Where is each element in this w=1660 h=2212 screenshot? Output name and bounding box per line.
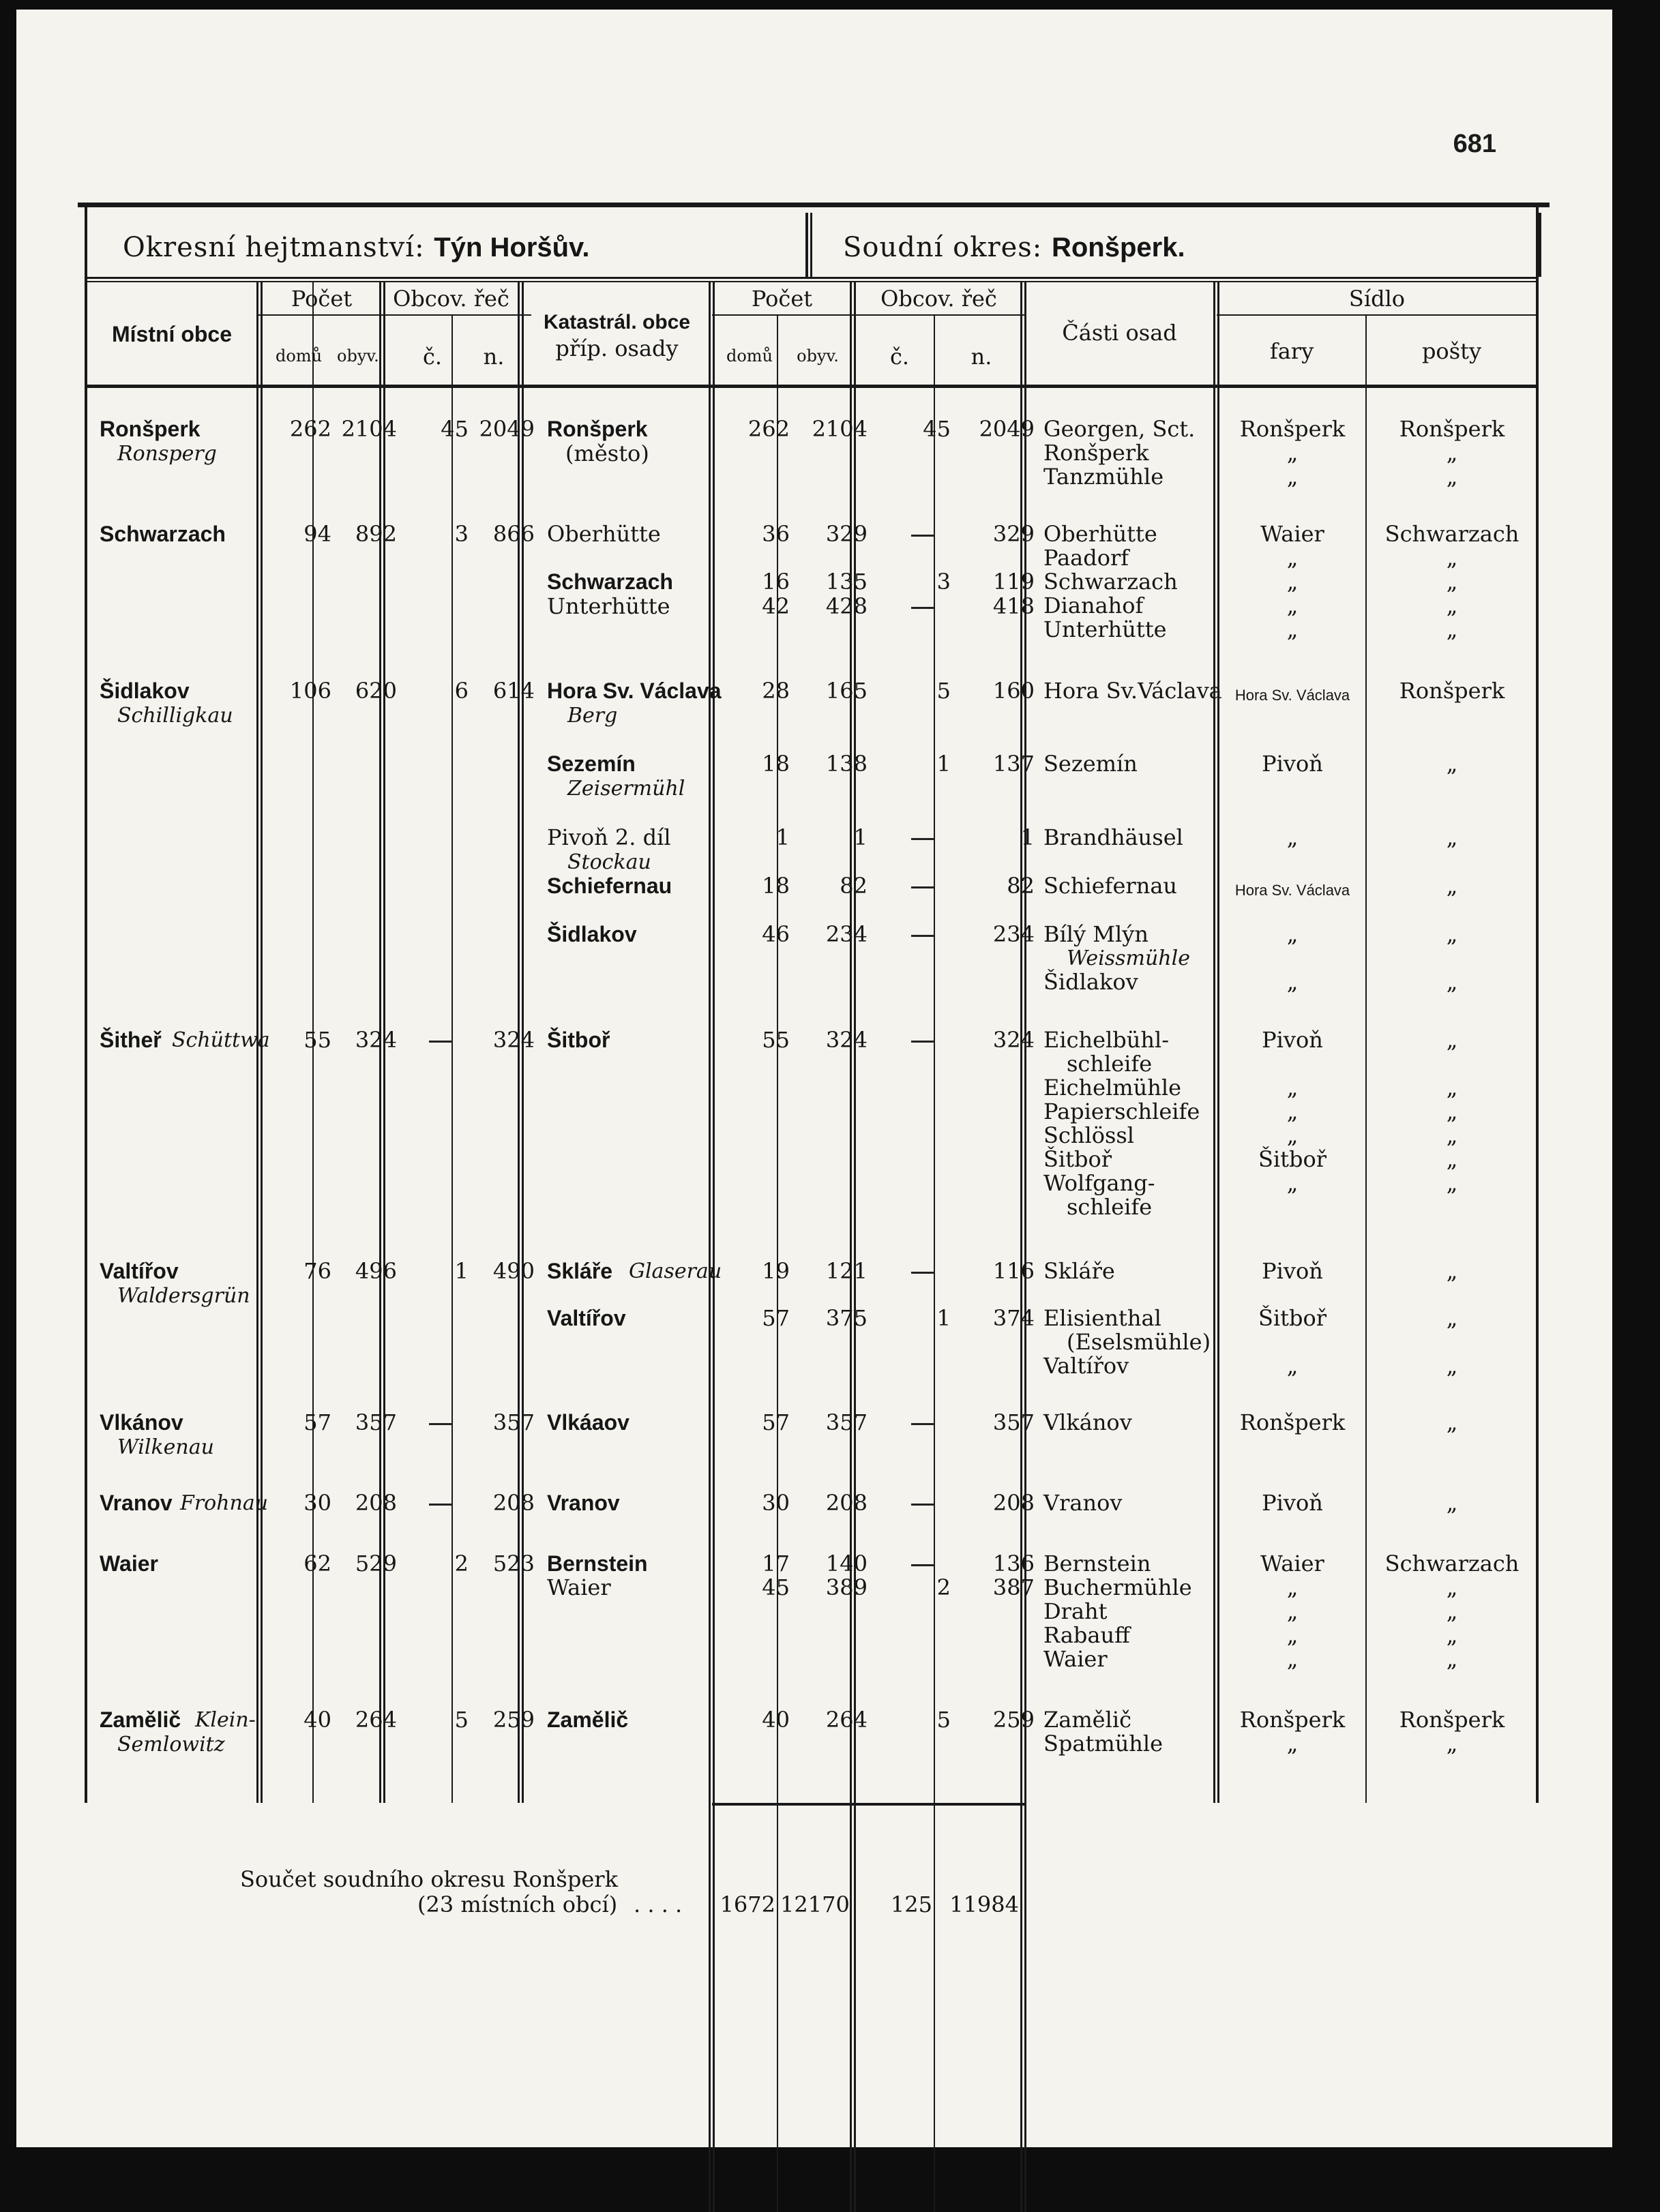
post-office: „: [1446, 1146, 1458, 1172]
cadastral-n: 137: [992, 751, 1035, 777]
cadastral-domu: 46: [762, 921, 790, 947]
municipality-name-de: Klein-: [195, 1708, 256, 1732]
settlement-part: Oberhütte: [1043, 521, 1157, 547]
cadastral-c-dash: [911, 1041, 934, 1043]
cadastral-obyv: 234: [825, 921, 868, 947]
settlement-part: Spatmühle: [1043, 1731, 1164, 1757]
municipality-n: 357: [492, 1409, 535, 1435]
municipality-domu: 57: [303, 1409, 331, 1435]
cadastral-c: 5: [936, 1707, 951, 1733]
settlement-part: Dianahof: [1043, 593, 1144, 618]
municipality-name: Valtířov: [100, 1259, 179, 1283]
cadastral-name: Schwarzach: [547, 569, 673, 594]
cadastral-domu: 36: [762, 521, 790, 547]
settlement-part: Tanzmühle: [1043, 464, 1164, 490]
municipality-c: 2: [454, 1551, 469, 1576]
municipality-n: 324: [492, 1027, 535, 1053]
municipality-n: 523: [492, 1551, 535, 1576]
settlement-part: Šidlakov: [1043, 969, 1138, 995]
cadastral-sub: Glaserau: [629, 1259, 722, 1283]
settlement-part: Schiefernau: [1043, 873, 1177, 899]
parish-seat: Pivoň: [1262, 1027, 1323, 1053]
district-header: [123, 232, 589, 263]
settlement-part: Rabauff: [1043, 1622, 1130, 1648]
cadastral-domu: 18: [762, 873, 790, 899]
col-c-2: č.: [889, 344, 910, 370]
cadastral-domu: 57: [762, 1305, 790, 1331]
municipality-name-de: Schüttwa: [172, 1028, 270, 1052]
cadastral-c: 45: [923, 416, 951, 442]
col-casti-osad: Části osad: [1062, 320, 1177, 346]
cadastral-obyv: 357: [825, 1409, 868, 1435]
col-obcov-rec: Obcov. řeč: [393, 286, 509, 312]
cadastral-c: 2: [936, 1574, 951, 1600]
vrule: [1217, 282, 1219, 1803]
cadastral-domu: 57: [762, 1409, 790, 1435]
municipality-obyv: 264: [355, 1707, 397, 1733]
cadastral-name: Schiefernau: [547, 873, 672, 898]
municipality-obyv: 324: [355, 1027, 397, 1053]
municipality-name: Vlkánov: [100, 1410, 183, 1435]
cadastral-domu: 16: [762, 569, 790, 595]
col-fary: fary: [1269, 338, 1314, 364]
cadastral-obyv: 165: [825, 678, 868, 704]
header-divider: [805, 213, 812, 277]
settlement-part: Bílý Mlýn: [1043, 921, 1148, 947]
cadastral-obyv: 82: [840, 873, 868, 899]
post-office: „: [1446, 1490, 1458, 1516]
parish-seat: „: [1286, 545, 1299, 571]
cadastral-n: 387: [992, 1574, 1035, 1600]
cadastral-obyv: 2104: [812, 416, 868, 442]
post-office: „: [1446, 569, 1458, 595]
cadastral-n: 259: [992, 1707, 1035, 1733]
parish-seat: Pivoň: [1262, 751, 1323, 777]
cadastral-sub: (město): [565, 440, 649, 466]
settlement-part: Schlössl: [1043, 1122, 1135, 1148]
post-office: „: [1446, 751, 1458, 777]
municipality-name-de: Waldersgrün: [117, 1284, 250, 1308]
vrule: [934, 315, 935, 2212]
col-posty: pošty: [1421, 338, 1482, 364]
cadastral-name: Šidlakov: [547, 922, 637, 946]
cadastral-domu: 17: [762, 1551, 790, 1576]
parish-seat: Hora Sv. Václava: [1234, 882, 1350, 899]
post-office: „: [1446, 1305, 1458, 1331]
parish-seat: „: [1286, 1353, 1299, 1379]
settlement-part: Eichelbühl-: [1043, 1027, 1170, 1053]
settlement-part: Skláře: [1043, 1258, 1115, 1284]
municipality-name-de: Wilkenau: [117, 1435, 214, 1459]
cadastral-domu: 45: [762, 1574, 790, 1600]
municipality-n: 490: [492, 1258, 535, 1284]
settlement-part: (Eselsmühle): [1067, 1329, 1211, 1355]
municipality-name: Ronšperk: [100, 417, 201, 441]
total-dots: . . . .: [634, 1892, 683, 1917]
settlement-part: Elisienthal: [1043, 1305, 1161, 1331]
settlement-part: Georgen, Sct.: [1043, 416, 1196, 442]
cadastral-n: 234: [992, 921, 1035, 947]
col-sidlo: Sídlo: [1348, 286, 1406, 312]
col-domu-2: domů: [726, 346, 773, 365]
municipality-domu: 40: [303, 1707, 331, 1733]
cadastral-domu: 40: [762, 1707, 790, 1733]
cadastral-name: Oberhütte: [547, 521, 661, 547]
col-mistni-obce: Místní obce: [111, 322, 232, 346]
cadastral-obyv: 140: [825, 1551, 868, 1576]
municipality-obyv: 892: [355, 521, 397, 547]
settlement-part: Wolfgang-: [1043, 1170, 1155, 1196]
cadastral-domu: 55: [762, 1027, 790, 1053]
municipality-obyv: 496: [355, 1258, 397, 1284]
cadastral-c: 1: [936, 1305, 951, 1331]
cadastral-name: Vranov: [547, 1491, 620, 1515]
cadastral-obyv: 428: [825, 593, 868, 619]
cadastral-n: 324: [992, 1027, 1035, 1053]
post-office: „: [1446, 440, 1458, 466]
cadastral-n: 374: [992, 1305, 1035, 1331]
cadastral-sub: Zeisermühl: [567, 777, 685, 801]
municipality-c-dash: [429, 1504, 452, 1506]
settlement-part: Brandhäusel: [1043, 824, 1183, 850]
municipality-domu: 262: [289, 416, 331, 442]
settlement-part: Waier: [1043, 1646, 1108, 1672]
cadastral-c-dash: [911, 935, 934, 937]
post-office: „: [1446, 593, 1458, 618]
parish-seat: „: [1286, 1098, 1299, 1124]
cadastral-c-dash: [911, 1564, 934, 1566]
cadastral-c-dash: [911, 886, 934, 888]
municipality-name: Šidlakov: [100, 678, 190, 703]
post-office: „: [1446, 616, 1458, 642]
vrule: [1213, 282, 1215, 1803]
cadastral-domu: 262: [747, 416, 790, 442]
municipality-c: 5: [454, 1707, 469, 1733]
cadastral-c: 5: [936, 678, 951, 704]
municipality-n: 866: [492, 521, 535, 547]
post-office: „: [1446, 1598, 1458, 1624]
cadastral-n: 2049: [979, 416, 1035, 442]
post-office: „: [1446, 1258, 1458, 1284]
cadastral-obyv: 389: [825, 1574, 868, 1600]
cadastral-n: 160: [992, 678, 1035, 704]
cadastral-n: 357: [992, 1409, 1035, 1435]
vrule-right: [1536, 207, 1539, 1803]
court-name: Ronšperk.: [1051, 233, 1185, 263]
parish-seat: Waier: [1260, 1551, 1324, 1576]
header-bottom-rule: [85, 385, 1539, 388]
col-katastral-2: příp. osady: [555, 335, 679, 361]
subhead-rule-3: [1217, 314, 1537, 316]
col-n-2: n.: [970, 344, 992, 370]
cadastral-obyv: 208: [825, 1490, 868, 1516]
cadastral-c-dash: [911, 535, 934, 537]
municipality-domu: 62: [303, 1551, 331, 1576]
settlement-part: Ronšperk: [1043, 440, 1149, 466]
municipality-obyv: 2104: [341, 416, 397, 442]
municipality-c-dash: [429, 1041, 452, 1043]
post-office: „: [1446, 1646, 1458, 1672]
post-office: „: [1446, 1574, 1458, 1600]
header-rule: [78, 203, 1550, 207]
post-office: „: [1446, 1122, 1458, 1148]
municipality-c: 6: [454, 678, 469, 704]
municipality-c: 45: [441, 416, 469, 442]
municipality-domu: 106: [289, 678, 331, 704]
parish-seat: „: [1286, 440, 1299, 466]
vrule-left: [85, 207, 87, 1803]
settlement-part: Šitboř: [1043, 1146, 1112, 1172]
cadastral-name: Skláře: [547, 1259, 613, 1283]
district-name: Týn Horšův.: [434, 233, 590, 263]
settlement-part: Weissmühle: [1067, 946, 1190, 970]
municipality-domu: 76: [303, 1258, 331, 1284]
parish-seat: „: [1286, 1731, 1299, 1757]
municipality-obyv: 529: [355, 1551, 397, 1576]
cadastral-obyv: 1: [853, 824, 868, 850]
cadastral-n: 136: [992, 1551, 1035, 1576]
parish-seat: „: [1286, 616, 1299, 642]
cadastral-name: Vlkáaov: [547, 1410, 629, 1435]
settlement-part: Vlkánov: [1043, 1409, 1132, 1435]
cadastral-obyv: 138: [825, 751, 868, 777]
col-pocet-2: Počet: [751, 286, 813, 312]
municipality-name: Waier: [100, 1551, 158, 1576]
municipality-name-de-2: Semlowitz: [117, 1733, 225, 1757]
post-office: Ronšperk: [1399, 416, 1505, 442]
cadastral-obyv: 375: [825, 1305, 868, 1331]
parish-seat: „: [1286, 1598, 1299, 1624]
total-n: 11984: [949, 1892, 1019, 1917]
col-obcov-rec-2: Obcov. řeč: [880, 286, 997, 312]
col-katastral-1: Katastrál. obce: [543, 311, 691, 333]
col-obyv: obyv.: [337, 346, 379, 365]
municipality-domu: 55: [303, 1027, 331, 1053]
parish-seat: „: [1286, 1574, 1299, 1600]
cadastral-c-dash: [911, 1272, 934, 1274]
subhead-rule-2: [712, 314, 1026, 316]
parish-seat: Šitboř: [1258, 1305, 1327, 1331]
parish-seat: „: [1286, 464, 1299, 490]
page: [16, 10, 1612, 2147]
cadastral-n: 1: [1020, 824, 1035, 850]
total-rule: [712, 1803, 1026, 1806]
cadastral-sub: Berg: [567, 704, 618, 728]
parish-seat: Pivoň: [1262, 1490, 1323, 1516]
post-office: „: [1446, 1027, 1458, 1053]
settlement-part: Paadorf: [1043, 545, 1129, 571]
table-top-rule-2: [85, 281, 1539, 282]
municipality-n: 208: [492, 1490, 535, 1516]
cadastral-name: Waier: [547, 1574, 611, 1600]
parish-seat: Ronšperk: [1239, 1707, 1346, 1733]
post-office: „: [1446, 873, 1458, 899]
page-number: 681: [1453, 130, 1496, 158]
municipality-domu: 30: [303, 1490, 331, 1516]
settlement-part: Valtířov: [1043, 1353, 1129, 1379]
cadastral-domu: 30: [762, 1490, 790, 1516]
cadastral-obyv: 121: [825, 1258, 868, 1284]
col-n: n.: [483, 344, 505, 370]
post-office: Schwarzach: [1384, 521, 1520, 547]
settlement-part: Hora Sv.Václava: [1043, 678, 1222, 704]
parish-seat: „: [1286, 921, 1299, 947]
parish-seat: „: [1286, 1075, 1299, 1101]
cadastral-n: 418: [992, 593, 1035, 619]
cadastral-name: Unterhütte: [547, 593, 670, 619]
cadastral-sub: Stockau: [567, 850, 651, 874]
parish-seat: Hora Sv. Václava: [1234, 687, 1350, 704]
parish-seat: Šitboř: [1258, 1146, 1327, 1172]
cadastral-name: Bernstein: [547, 1551, 648, 1576]
cadastral-n: 82: [1007, 873, 1035, 899]
post-office: Ronšperk: [1399, 1707, 1505, 1733]
cadastral-obyv: 135: [825, 569, 868, 595]
parish-seat: „: [1286, 824, 1299, 850]
parish-seat: „: [1286, 1646, 1299, 1672]
cadastral-name: Šitboř: [547, 1028, 610, 1052]
cadastral-domu: 42: [762, 593, 790, 619]
municipality-name: Vranov: [100, 1491, 173, 1515]
cadastral-name: Hora Sv. Václava: [547, 678, 722, 703]
col-domu: domů: [276, 346, 323, 365]
cadastral-c-dash: [911, 607, 934, 609]
cadastral-c-dash: [911, 1423, 934, 1425]
municipality-obyv: 620: [355, 678, 397, 704]
court-label: Soudní okres:: [843, 232, 1043, 263]
col-obyv-2: obyv.: [797, 346, 839, 365]
post-office: „: [1446, 1075, 1458, 1101]
settlement-part: Sezemín: [1043, 751, 1138, 777]
parish-seat: „: [1286, 1622, 1299, 1648]
municipality-name: Schwarzach: [100, 522, 226, 546]
post-office: Ronšperk: [1399, 678, 1505, 704]
post-office: „: [1446, 464, 1458, 490]
post-office: „: [1446, 545, 1458, 571]
cadastral-name: Zamělič: [547, 1707, 629, 1732]
post-office: „: [1446, 824, 1458, 850]
cadastral-name: Pivoň 2. díl: [547, 824, 671, 850]
settlement-part: Schwarzach: [1043, 569, 1178, 595]
district-label: Okresní hejtmanství:: [123, 232, 425, 263]
settlement-part: Papierschleife: [1043, 1098, 1200, 1124]
cadastral-n: 119: [992, 569, 1035, 595]
cadastral-c: 1: [936, 751, 951, 777]
parish-seat: „: [1286, 1122, 1299, 1148]
parish-seat: Ronšperk: [1239, 1409, 1346, 1435]
cadastral-c-dash: [911, 1504, 934, 1506]
post-office: „: [1446, 921, 1458, 947]
total-c: 125: [890, 1892, 932, 1917]
parish-seat: Ronšperk: [1239, 416, 1346, 442]
table-top-rule: [85, 277, 1539, 279]
post-office: „: [1446, 1409, 1458, 1435]
settlement-part: Draht: [1043, 1598, 1108, 1624]
post-office: Schwarzach: [1384, 1551, 1520, 1576]
parish-seat: „: [1286, 1170, 1299, 1196]
municipality-n: 259: [492, 1707, 535, 1733]
settlement-part: Vranov: [1043, 1490, 1123, 1516]
settlement-part: schleife: [1067, 1194, 1153, 1220]
municipality-c: 3: [454, 521, 469, 547]
parish-seat: „: [1286, 593, 1299, 618]
subhead-rule-1: [258, 314, 531, 316]
post-office: „: [1446, 1353, 1458, 1379]
post-office: „: [1446, 1731, 1458, 1757]
post-office: „: [1446, 1622, 1458, 1648]
settlement-part: Eichelmühle: [1043, 1075, 1182, 1101]
post-office: „: [1446, 1098, 1458, 1124]
cadastral-obyv: 324: [825, 1027, 868, 1053]
col-pocet: Počet: [291, 286, 353, 312]
total-domu: 1672: [720, 1892, 775, 1917]
cadastral-name: Ronšperk: [547, 417, 648, 441]
cadastral-name: Valtířov: [547, 1306, 626, 1330]
municipality-n: 614: [492, 678, 535, 704]
post-office: „: [1446, 1170, 1458, 1196]
municipality-name-de: Schilligkau: [117, 704, 233, 728]
cadastral-domu: 1: [775, 824, 790, 850]
settlement-part: schleife: [1067, 1051, 1153, 1077]
court-header: [843, 232, 1185, 263]
municipality-name: Zamělič: [100, 1707, 181, 1732]
municipality-obyv: 208: [355, 1490, 397, 1516]
municipality-n: 2049: [479, 416, 535, 442]
cadastral-domu: 19: [762, 1258, 790, 1284]
municipality-c-dash: [429, 1423, 452, 1425]
municipality-c: 1: [454, 1258, 469, 1284]
cadastral-name: Sezemín: [547, 751, 636, 776]
cadastral-n: 329: [992, 521, 1035, 547]
cadastral-domu: 28: [762, 678, 790, 704]
cadastral-obyv: 329: [825, 521, 868, 547]
total-obyv: 12170: [780, 1892, 850, 1917]
parish-seat: „: [1286, 969, 1299, 995]
settlement-part: Unterhütte: [1043, 616, 1167, 642]
municipality-domu: 94: [303, 521, 331, 547]
municipality-name-de: Ronsperg: [117, 442, 217, 466]
cadastral-obyv: 264: [825, 1707, 868, 1733]
vrule: [1365, 315, 1367, 1803]
total-label-2: (23 místních obcí): [417, 1892, 618, 1917]
total-label-1: Součet soudního okresu Ronšperk: [240, 1866, 618, 1892]
municipality-name: Šitheř: [100, 1028, 162, 1052]
cadastral-n: 208: [992, 1490, 1035, 1516]
col-c: č.: [422, 344, 443, 370]
post-office: „: [1446, 969, 1458, 995]
municipality-obyv: 357: [355, 1409, 397, 1435]
municipality-name-de: Frohnau: [180, 1491, 269, 1515]
cadastral-domu: 18: [762, 751, 790, 777]
cadastral-c: 3: [936, 569, 951, 595]
cadastral-n: 116: [992, 1258, 1035, 1284]
cadastral-c-dash: [911, 838, 934, 840]
parish-seat: „: [1286, 569, 1299, 595]
settlement-part: Buchermühle: [1043, 1574, 1192, 1600]
settlement-part: Bernstein: [1043, 1551, 1151, 1576]
parish-seat: Waier: [1260, 521, 1324, 547]
parish-seat: Pivoň: [1262, 1258, 1323, 1284]
settlement-part: Zamělič: [1043, 1707, 1131, 1733]
